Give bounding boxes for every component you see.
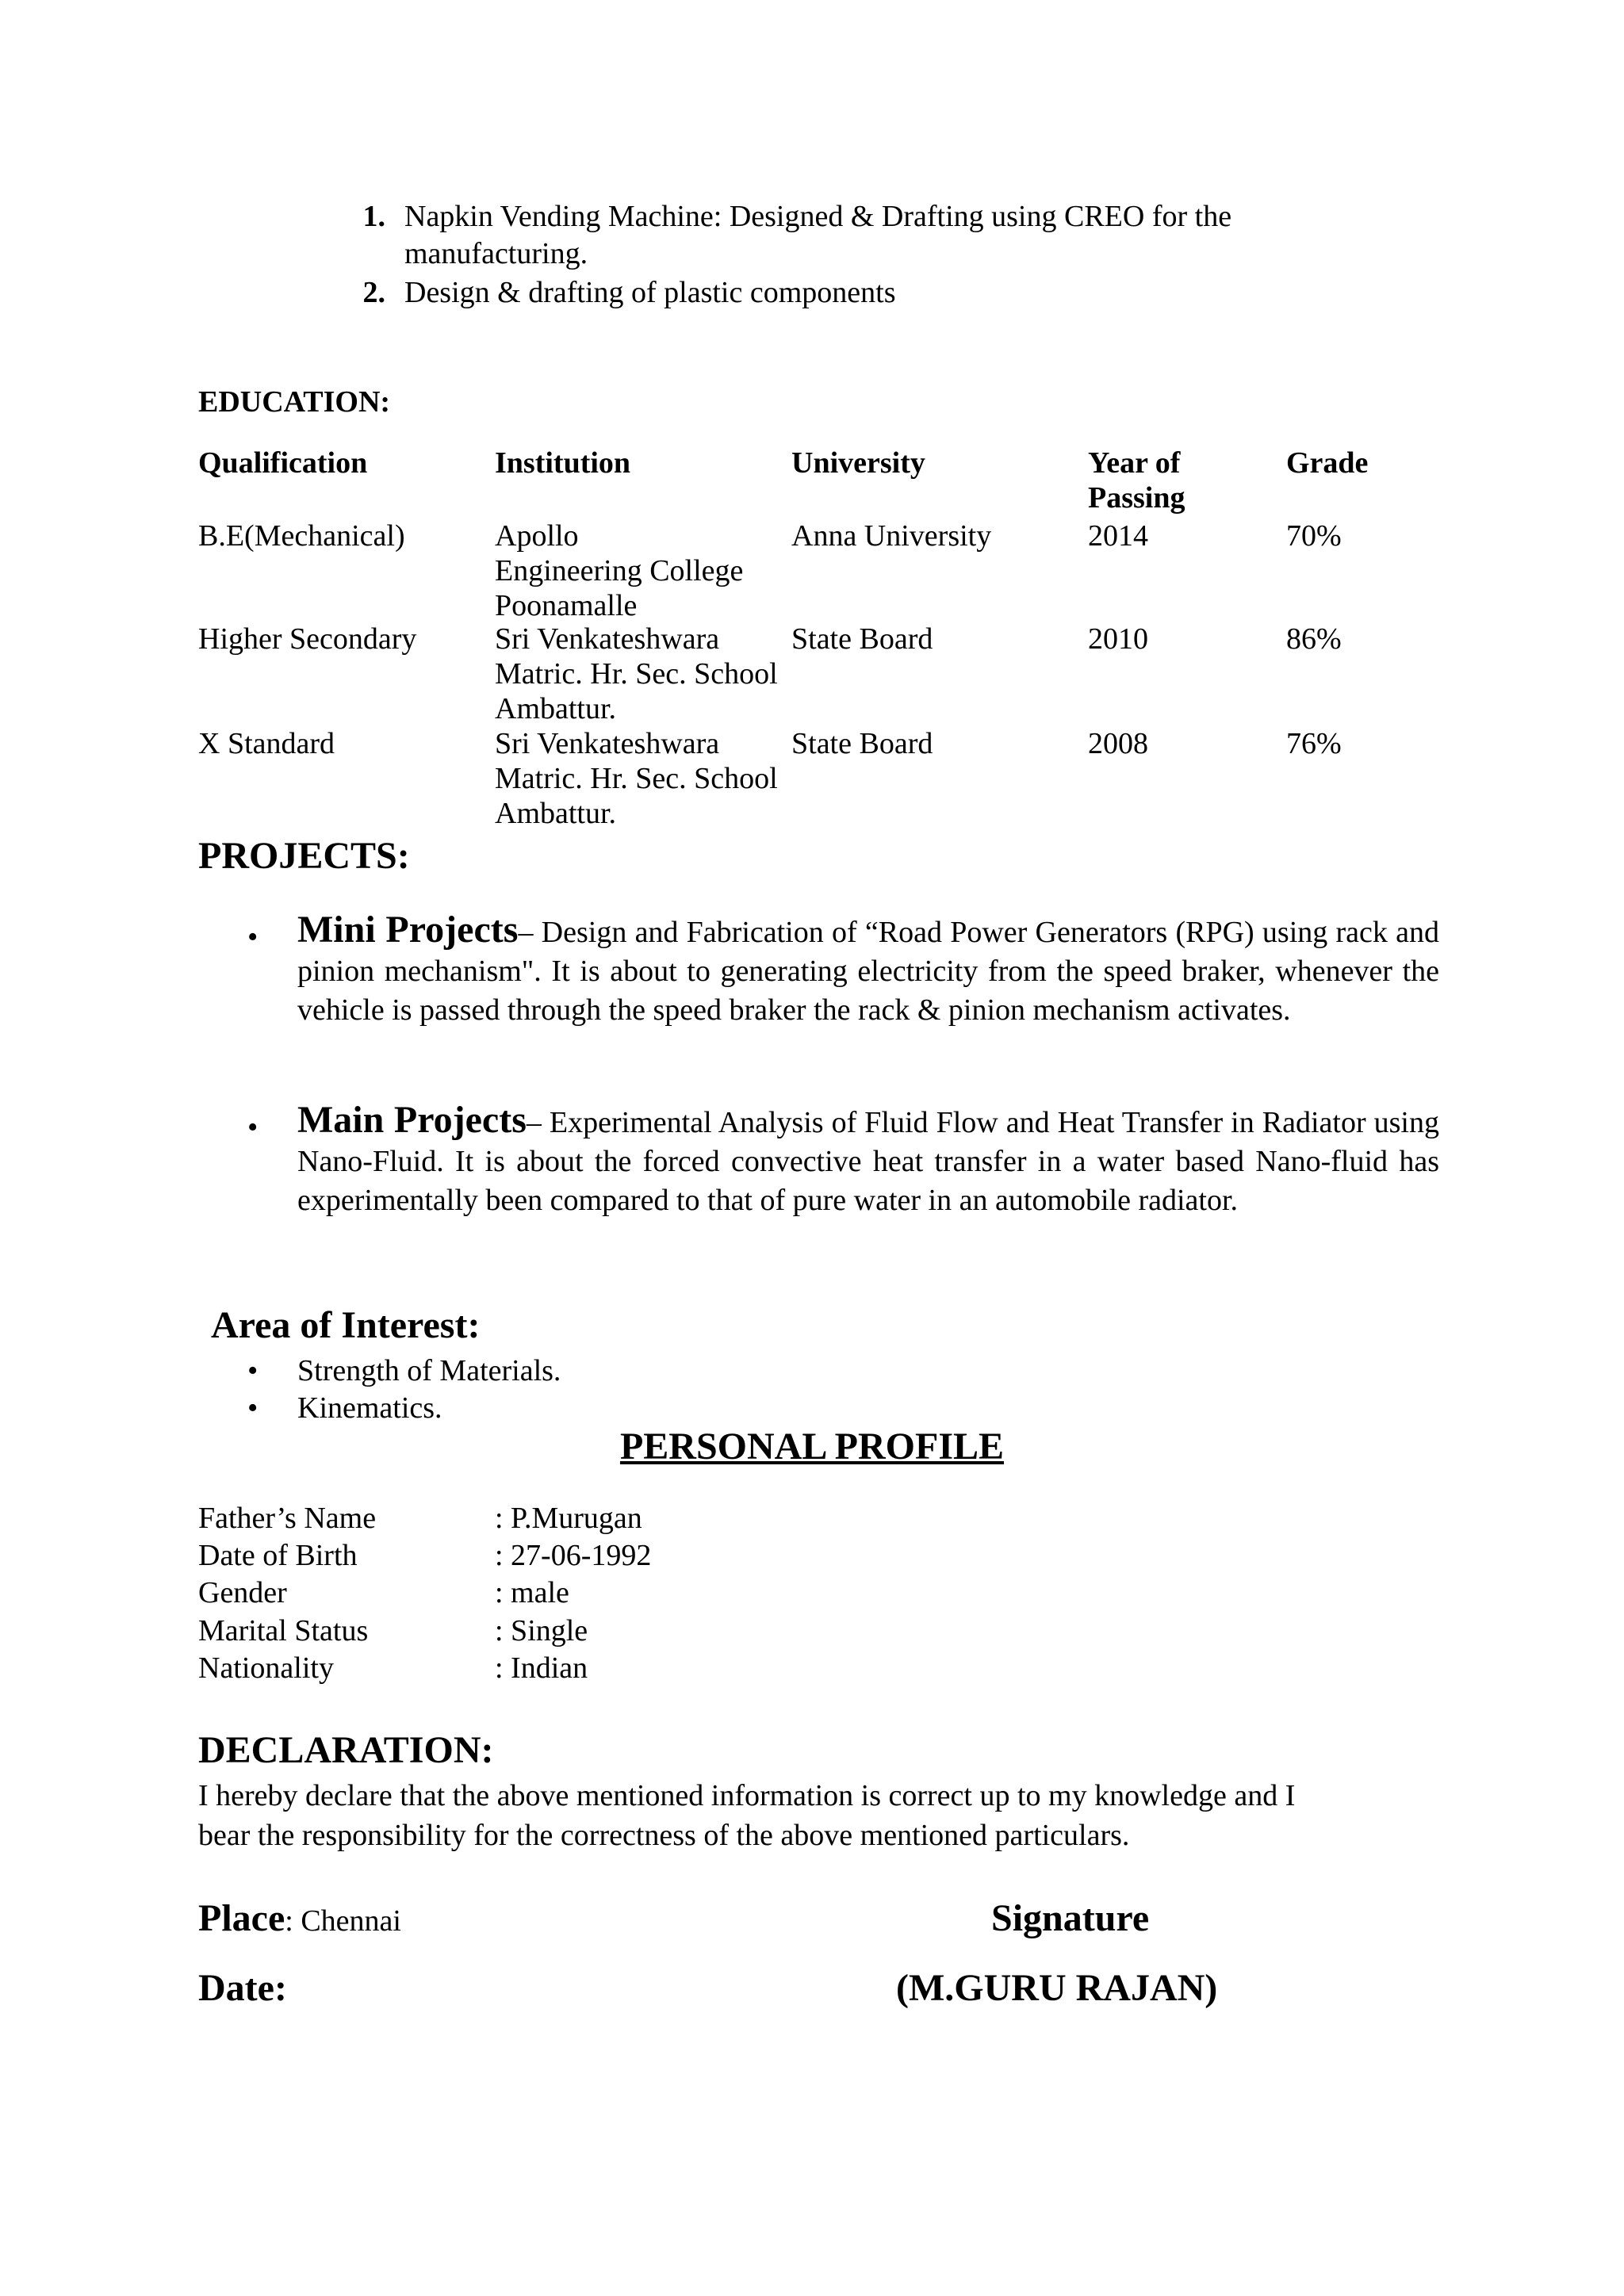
profile-value: : P.Murugan [495, 1502, 642, 1535]
applicant-name: (M.GURU RAJAN) [896, 1967, 1218, 2009]
profile-label: Date of Birth [198, 1539, 358, 1572]
declaration-heading: DECLARATION: [198, 1729, 494, 1771]
task-text: Napkin Vending Machine: Designed & Drafting using CREO for the [404, 200, 1232, 233]
institution-cell: Apollo [495, 519, 579, 553]
qualification-cell: B.E(Mechanical) [198, 519, 405, 553]
task-text: Design & drafting of plastic components [404, 276, 896, 309]
university-cell: State Board [791, 727, 933, 760]
header-university: University [791, 446, 925, 480]
place-value: : Chennai [285, 1904, 401, 1938]
task-number: 1. [362, 200, 385, 233]
institution-cell: Sri Venkateshwara [495, 622, 720, 656]
interest-heading: Area of Interest: [211, 1304, 481, 1346]
bullet-icon: • [247, 1354, 259, 1387]
project-description: – Design and Fabrication of “Road Power Generators (RPG) using rack and pinion mechanism". It is about to generating electricity from the speed braker, whenever the vehicle is passed through the speed braker the rack & pinion mechanism activates. [297, 916, 1440, 1027]
project-item-mini [297, 910, 1439, 1030]
signature-label: Signature [991, 1897, 1150, 1939]
qualification-cell: X Standard [198, 727, 335, 760]
year-cell: 2010 [1088, 622, 1148, 656]
qualification-cell: Higher Secondary [198, 622, 417, 656]
task-number: 2. [362, 276, 385, 309]
grade-cell: 70% [1286, 519, 1342, 553]
year-cell: 2008 [1088, 727, 1148, 760]
profile-label: Gender [198, 1576, 287, 1609]
grade-cell: 86% [1286, 622, 1342, 656]
place-line [198, 1896, 401, 1940]
project-item-main [297, 1100, 1439, 1220]
declaration-text: I hereby declare that the above mentioned information is correct up to my knowledge and I [198, 1779, 1296, 1812]
declaration-text: bear the responsibility for the correctness of the above mentioned particulars. [198, 1819, 1130, 1852]
header-qualification: Qualification [198, 446, 368, 480]
grade-cell: 76% [1286, 727, 1342, 760]
year-cell: 2014 [1088, 519, 1148, 553]
education-heading: EDUCATION: [198, 385, 391, 419]
profile-label: Nationality [198, 1651, 334, 1685]
header-year-passing: Passing [1088, 481, 1185, 515]
project-description: – Experimental Analysis of Fluid Flow and Heat Transfer in Radiator using Nano-Fluid. It is about the forced convective heat transfer in a water based Nano-fluid has experimentally been compared to that of pure water in an automobile radiator. [297, 1106, 1439, 1217]
project-title: Mini Projects [297, 909, 519, 951]
bullet-icon: • [247, 1391, 259, 1425]
header-year: Year of [1088, 446, 1181, 480]
institution-cell: Poonamalle [495, 589, 638, 622]
university-cell: State Board [791, 622, 933, 656]
interest-item: Kinematics. [297, 1391, 442, 1425]
interest-item: Strength of Materials. [297, 1354, 561, 1387]
profile-label: Father’s Name [198, 1502, 377, 1535]
task-text: manufacturing. [404, 237, 588, 270]
projects-heading: PROJECTS: [198, 835, 410, 877]
university-cell: Anna University [791, 519, 992, 553]
date-label: Date: [198, 1967, 287, 2009]
institution-cell: Sri Venkateshwara [495, 727, 720, 760]
institution-cell: Matric. Hr. Sec. School [495, 657, 778, 691]
project-title: Main Projects [297, 1099, 527, 1141]
profile-heading: PERSONAL PROFILE [619, 1425, 1005, 1468]
institution-cell: Ambattur. [495, 692, 617, 725]
profile-label: Marital Status [198, 1614, 369, 1647]
institution-cell: Ambattur. [495, 797, 617, 830]
bullet-icon: • [247, 920, 259, 954]
institution-cell: Matric. Hr. Sec. School [495, 762, 778, 795]
profile-value: : 27-06-1992 [495, 1539, 652, 1572]
profile-value: : Single [495, 1614, 588, 1647]
profile-value: : male [495, 1576, 569, 1609]
institution-cell: Engineering College [495, 554, 744, 587]
place-label: Place [198, 1897, 285, 1939]
bullet-icon: • [247, 1111, 259, 1144]
header-grade: Grade [1286, 446, 1369, 480]
profile-value: : Indian [495, 1651, 588, 1685]
header-institution: Institution [495, 446, 631, 480]
